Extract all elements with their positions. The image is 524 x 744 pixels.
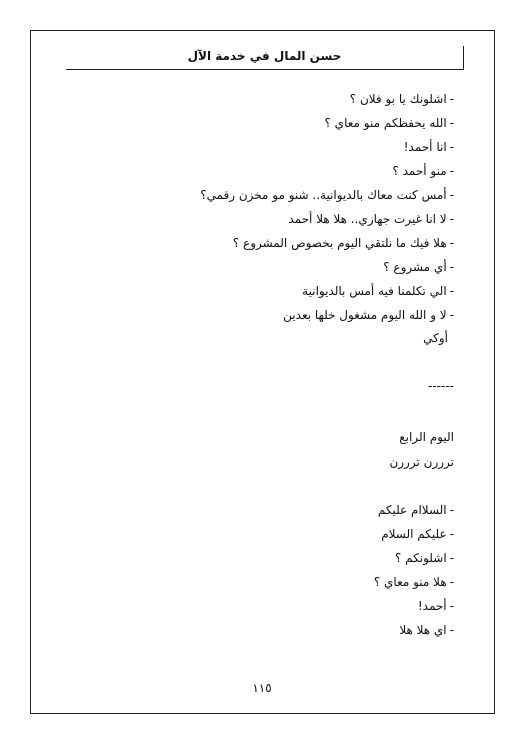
dialogue-line: -اشلونكم ؟ (394, 551, 454, 565)
day-heading: اليوم الرابع (399, 430, 454, 444)
dialogue-line: -منو أحمد ؟ (392, 164, 454, 178)
dialogue-line: -أحمد! (417, 599, 454, 613)
dialogue-line: -اي هلا هلا (399, 623, 454, 637)
okay-line: أوكي (423, 331, 448, 345)
dialogue-line: -عليكم السلام (381, 527, 454, 541)
dialogue-line: -انا أحمد! (403, 140, 454, 154)
section-separator: ------ (428, 379, 454, 393)
dialogue-line: -أي مشروع ؟ (383, 260, 454, 274)
dialogue-line: -السلاام عليكم (377, 503, 454, 517)
book-title: حسن المال في خدمة الآل (187, 49, 342, 63)
phone-ring-line: ترررن ترررن (389, 455, 454, 469)
dialogue-line: -لا انا غيرت جهازي.. هلا هلا أحمد (288, 212, 454, 226)
dialogue-line: -الله يحفظكم منو معاي ؟ (324, 116, 454, 130)
dialogue-line: -هلا منو معاي ؟ (373, 575, 454, 589)
page-number: ١١٥ (252, 681, 272, 695)
dialogue-line: -أمس كنت معاك بالديوانية.. شنو مو مخزن رقمي؟ (200, 188, 454, 202)
dialogue-line: -اشلونك يا بو فلان ؟ (349, 92, 454, 106)
running-header (66, 46, 464, 70)
dialogue-line: -هلا فيك ما نلتقي اليوم بخصوص المشروع ؟ (232, 236, 454, 250)
dialogue-line: -لا و الله اليوم مشغول خلها بعدين (283, 308, 454, 322)
dialogue-line: -الي تكلمنا فيه أمس بالديوانية (302, 284, 454, 298)
